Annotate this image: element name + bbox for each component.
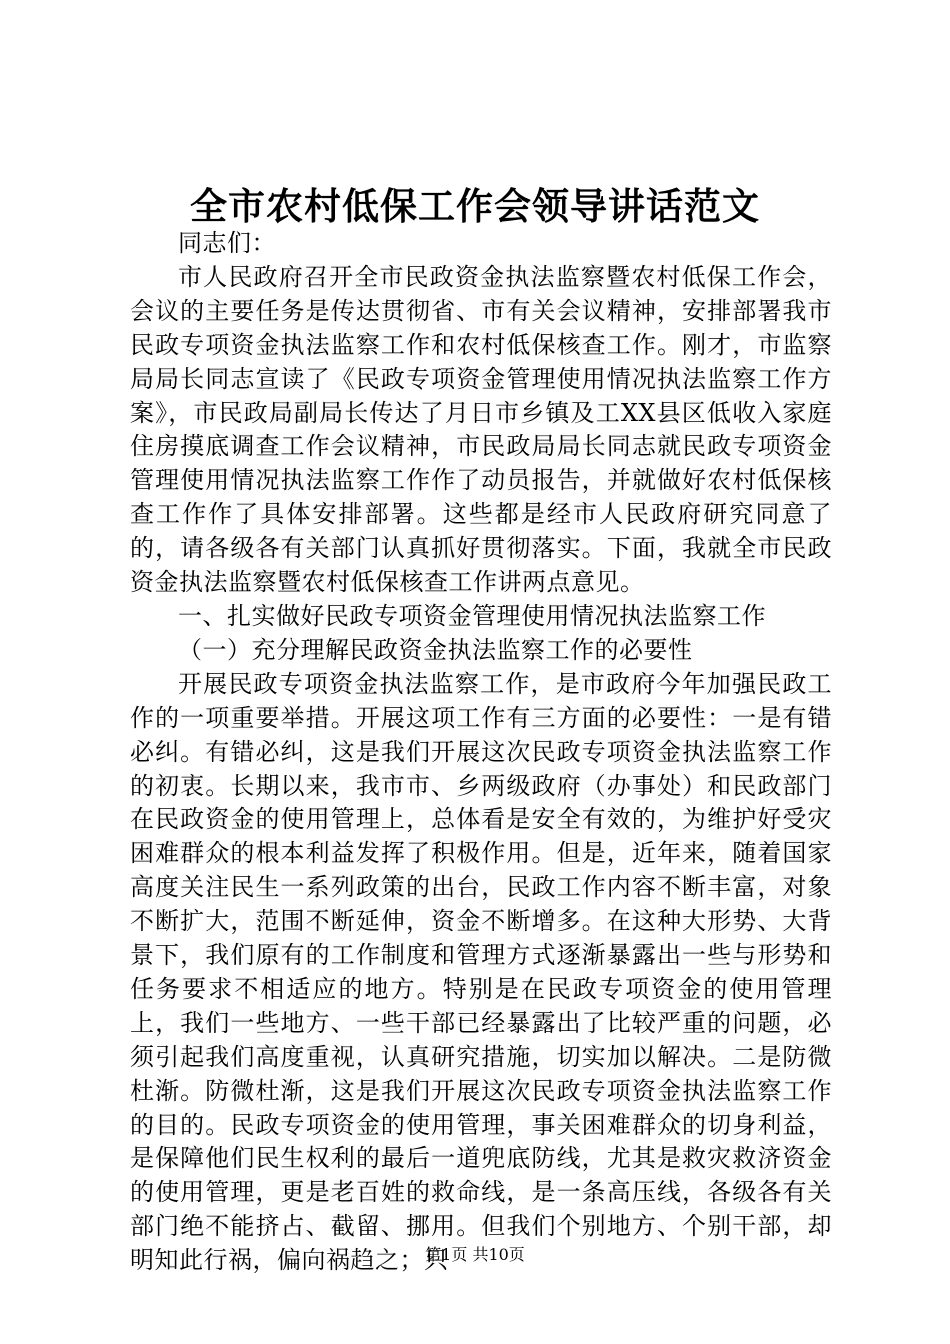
- body-paragraph-intro: 市人民政府召开全市民政资金执法监察暨农村低保工作会，会议的主要任务是传达贯彻省、市有关会议精神，安排部署我市民政专项资金执法监察工作和农村低保核查工作。刚才，市监察局局长同志宣读了《民政专项资金管理使用情况执法监察工作方案》，市民政局副局长传达了月日市乡镇及工XX县区低收入家庭住房摸底调查工作会议精神，市民政局局长同志就民政专项资金管理使用情况执法监察工作作了动员报告，并就做好农村低保核查工作作了具体安排部署。这些都是经市人民政府研究同意了的，请各级各有关部门认真抓好贯彻落实。下面，我就全市民政资金执法监察暨农村低保核查工作讲两点意见。: [130, 262, 832, 597]
- document-body: [130, 227, 832, 1278]
- body-paragraph-necessity: 开展民政专项资金执法监察工作，是市政府今年加强民政工作的一项重要举措。开展这项工作有三方面的必要性：一是有错必纠。有错必纠，这是我们开展这次民政专项资金执法监察工作的初衷。长期以来，我市市、乡两级政府（办事处）和民政部门在民政资金的使用管理上，总体看是安全有效的，为维护好受灾困难群众的根本利益发挥了积极作用。但是，近年来，随着国家高度关注民生一系列政策的出台，民政工作内容不断丰富，对象不断扩大，范围不断延伸，资金不断增多。在这种大形势、大背景下，我们原有的工作制度和管理方式逐渐暴露出一些与形势和任务要求不相适应的地方。特别是在民政专项资金的使用管理上，我们一些地方、一些干部已经暴露出了比较严重的问题，必须引起我们高度重视，认真研究措施，切实加以解决。二是防微杜渐。防微杜渐，这是我们开展这次民政专项资金执法监察工作的目的。民政专项资金的使用管理，事关困难群众的切身利益，是保障他们民生权利的最后一道兜底防线，尤其是救灾救济资金的使用管理，更是老百姓的救命线，是一条高压线，各级各有关部门绝不能挤占、截留、挪用。但我们个别地方、个别干部，却明知此行祸，偏向祸趋之；只: [130, 669, 832, 1275]
- document-title: 全市农村低保工作会领导讲话范文: [190, 184, 760, 228]
- section-heading: 一、扎实做好民政专项资金管理使用情况执法监察工作: [178, 601, 766, 630]
- subsection-heading: （一）充分理解民政资金执法监察工作的必要性: [178, 635, 693, 664]
- salutation: 同志们：: [178, 229, 276, 257]
- page-number-footer: 第1页 共10页: [425, 1245, 525, 1264]
